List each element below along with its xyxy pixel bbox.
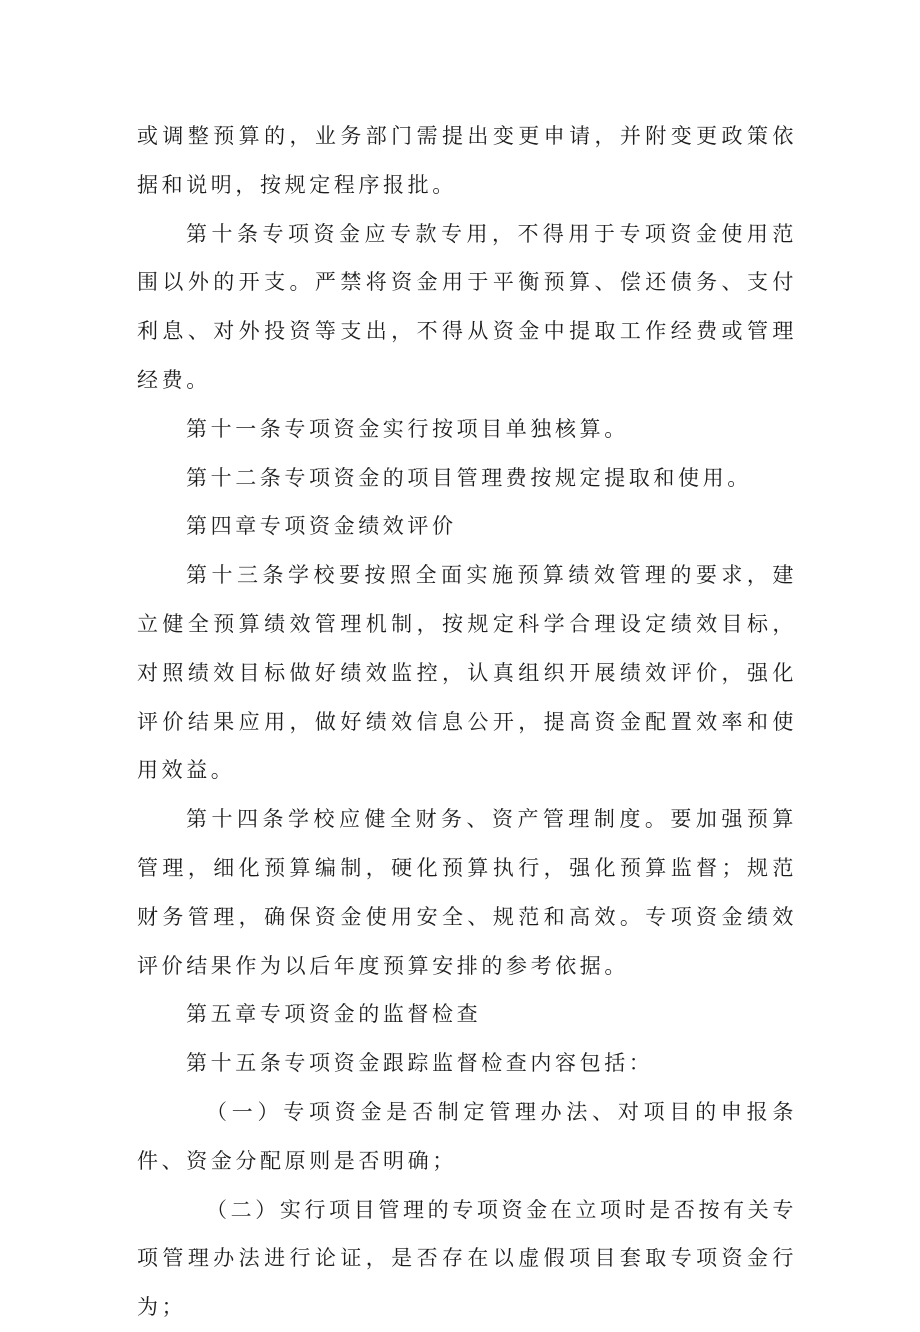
paragraph-article-15: 第十五条专项资金跟踪监督检查内容包括： [186,1051,654,1076]
chapter-5-heading: 第五章专项资金的监督检查 [186,1002,482,1027]
paragraph-article-14: 第十四条学校应健全财务、资产管理制度。要加强预算管理，细化预算编制，硬化预算执行，强化预算监督；规范财务管理，确保资金使用安全、规范和高效。专项资金绩效评价结果作为以后年度预算安排的参考依据。 [137,807,797,978]
paragraph-article-11: 第十一条专项资金实行按项目单独核算。 [186,416,629,441]
paragraph-article-10: 第十条专项资金应专款专用，不得用于专项资金使用范围以外的开支。严禁将资金用于平衡预算、偿还债务、支付利息、对外投资等支出，不得从资金中提取工作经费或管理经费。 [137,221,797,392]
paragraph-article-12: 第十二条专项资金的项目管理费按规定提取和使用。 [186,465,752,490]
paragraph-budget-change-continuation: 或调整预算的，业务部门需提出变更申请，并附变更政策依据和说明，按规定程序报批。 [137,124,797,197]
paragraph-article-13: 第十三条学校要按照全面实施预算绩效管理的要求，建立健全预算绩效管理机制，按规定科学合理设定绩效目标，对照绩效目标做好绩效监控，认真组织开展绩效评价，强化评价结果应用，做好绩效信息公开，提高资金配置效率和使用效益。 [137,563,797,783]
list-item-2: （二）实行项目管理的专项资金在立项时是否按有关专项管理办法进行论证，是否存在以虚假项目套取专项资金行为； [137,1197,797,1320]
document-body [137,112,797,1332]
list-item-1: （一）专项资金是否制定管理办法、对项目的申报条件、资金分配原则是否明确； [137,1099,797,1173]
chapter-4-heading: 第四章专项资金绩效评价 [186,514,457,539]
